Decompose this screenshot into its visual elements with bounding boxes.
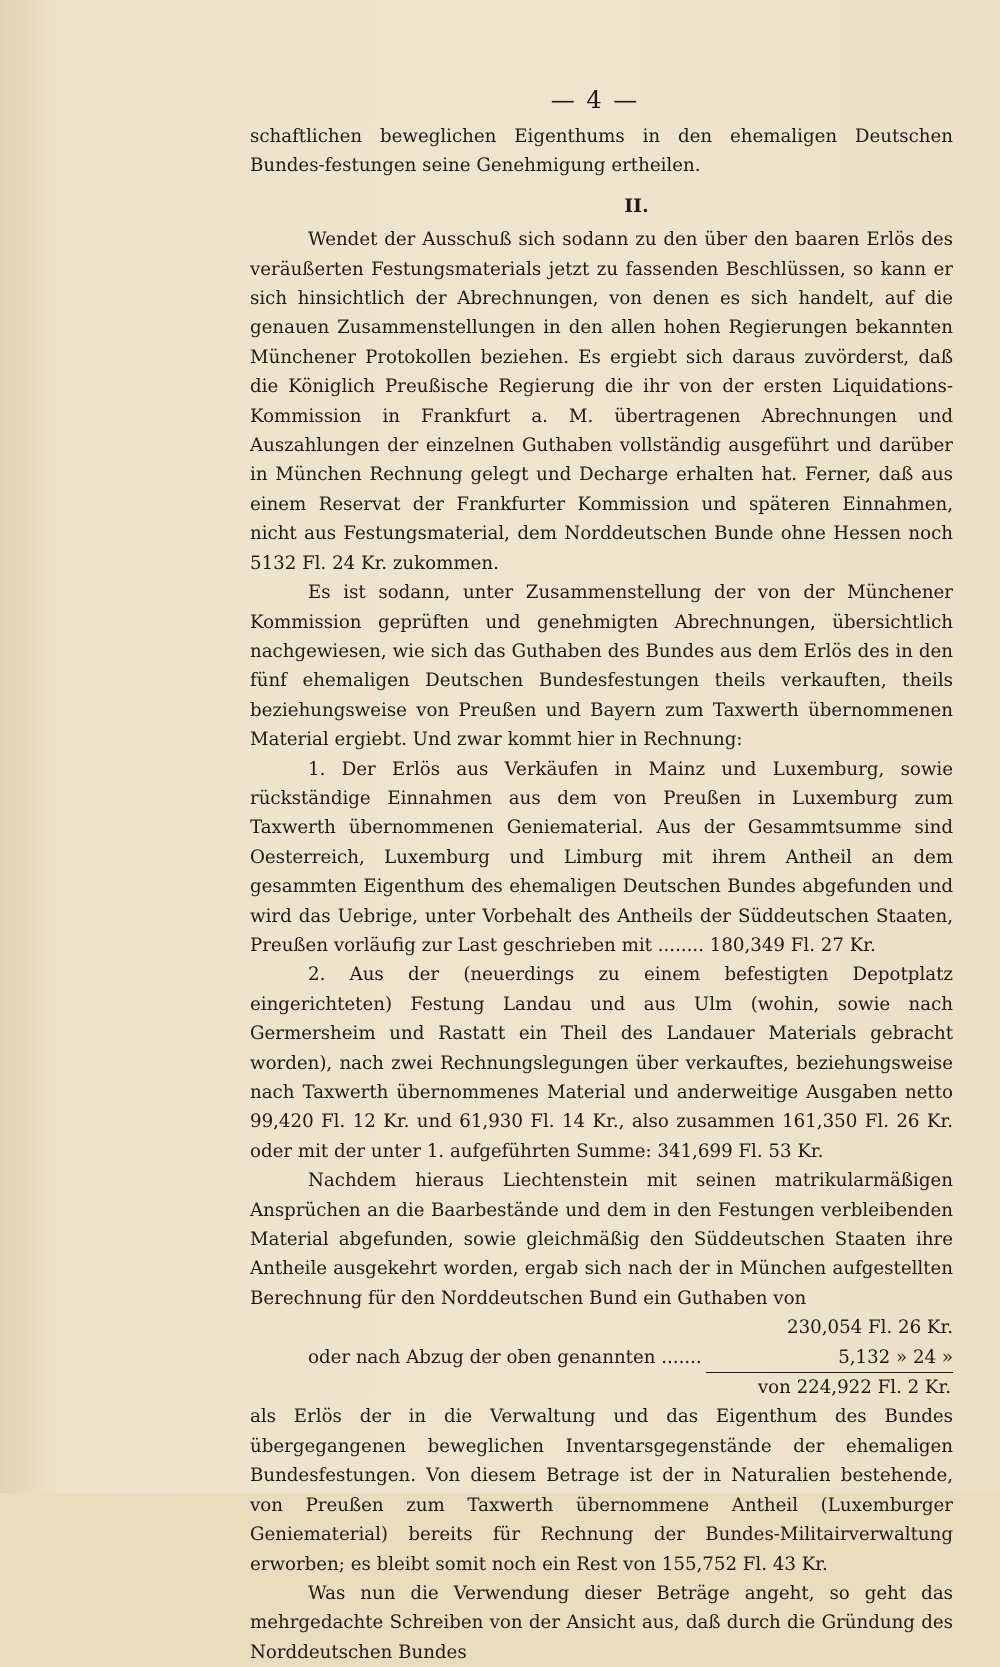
calc-total-row [250,1313,953,1342]
page-number: — 4 — [550,86,640,114]
calc-deduction-row [250,1343,953,1372]
paragraph-continuation: schaftlichen beweglichen Eigenthums in den ehemaligen Deutschen Bundes-festungen seine Genehmigung ertheilen. [250,126,953,177]
paragraph: Es ist sodann, unter Zusammenstellung der von der Münchener Kommission geprüften und genehmigten Abrechnungen, übersichtlich nachgewiesen, wie sich das Guthaben des Bundes aus dem Erlös des in den fünf ehemaligen Deutschen Bundesfestungen theils verkauften, theils beziehungsweise von Preußen und Bayern zum Taxwerth übernommenen Material ergiebt. Und zwar kommt hier in Rechnung: [250,582,953,751]
paragraph: Was nun die Verwendung dieser Beträge angeht, so geht das mehrgedachte Schreiben von der Ansicht aus, daß durch die Gründung des Norddeutschen Bundes [250,1582,953,1663]
paragraph: als Erlös der in die Verwaltung und das Eigenthum des Bundes übergegangenen beweglichen Inventarsgegenstände der ehemaligen Bundesfestungen. Von diesem Betrage ist der in Naturalien bestehende, von Preußen zum Taxwerth übernommene Antheil (Luxemburger Geniematerial) bereits für Rechnung der Bundes-Militairverwaltung erworben; es bleibt somit noch ein Rest von 155,752 Fl. 43 Kr. [250,1406,953,1575]
paragraph-item-1: 1. Der Erlös aus Verkäufen in Mainz und Luxemburg, sowie rückständige Einnahmen aus dem von Preußen in Luxemburg zum Taxwerth übernommenen Geniematerial. Aus der Gesammtsumme sind Oesterreich, Luxemburg und Limburg mit ihrem Antheil an dem gesammten Eigenthum des ehemaligen Deutschen Bundes abgefunden und wird das Uebrige, unter Vorbehalt des Antheils der Süddeutschen Staaten, Preußen vorläufig zur Last geschrieben mit ........ 180,349 Fl. 27 Kr. [250,758,953,956]
calc-result: von 224,922 Fl. 2 Kr. [706,1372,953,1402]
section-heading: II. [624,194,649,217]
paragraph-item-2: 2. Aus der (neuerdings zu einem befestigten Depotplatz eingerichteten) Festung Landau und aus Ulm (wohin, sowie nach Germersheim und Rastatt ein Theil des Landauer Materials gebracht worden), nach zwei Rechnungslegungen über verkauftes, beziehungsweise nach Taxwerth übernommenes Material und anderweitige Ausgaben netto 99,420 Fl. 12 Kr. und 61,930 Fl. 14 Kr., also zusammen 161,350 Fl. 26 Kr. oder mit der unter 1. aufgeführten Summe: 341,699 Fl. 53 Kr. [250,964,953,1162]
calc-total: 230,054 Fl. 26 Kr. [787,1317,953,1339]
calc-result-row [250,1372,953,1402]
paragraph: Nachdem hieraus Liechtenstein mit seinen matrikularmäßigen Ansprüchen an die Baarbestände und dem in den Festungen verbleibenden Material abgefunden, sowie gleichmäßig den Süddeutschen Staaten ihre Antheile ausgekehrt worden, ergab sich nach der in München aufgestellten Berechnung für den Norddeutschen Bund ein Guthaben von [250,1170,953,1309]
calc-deduction-label: oder nach Abzug der oben genannten ....... [308,1346,702,1368]
paragraph: Wendet der Ausschuß sich sodann zu den über den baaren Erlös des veräußerten Festungsmaterials jetzt zu fassenden Beschlüssen, so kann er sich hinsichtlich der Abrechnungen, von denen es sich handelt, auf die genauen Zusammenstellungen in den allen hohen Regierungen bekannten Münchener Protokollen beziehen. Es ergiebt sich daraus zuvörderst, daß die Königlich Preußische Regierung die ihr von der ersten Liquidations-Kommission in Frankfurt a. M. übertragenen Abrechnungen und Auszahlungen der einzelnen Guthaben vollständig ausgeführt und darüber in München Rechnung gelegt und Decharge erhalten hat. Ferner, daß aus einem Reservat der Frankfurter Kommission und späteren Einnahmen, nicht aus Festungsmaterial, dem Norddeutschen Bunde ohne Hessen noch 5132 Fl. 24 Kr. zukommen. [250,229,953,574]
calc-deduction-amount: 5,132 » 24 » [838,1346,953,1368]
calculation-block [250,1313,953,1402]
document-body [250,122,953,1667]
